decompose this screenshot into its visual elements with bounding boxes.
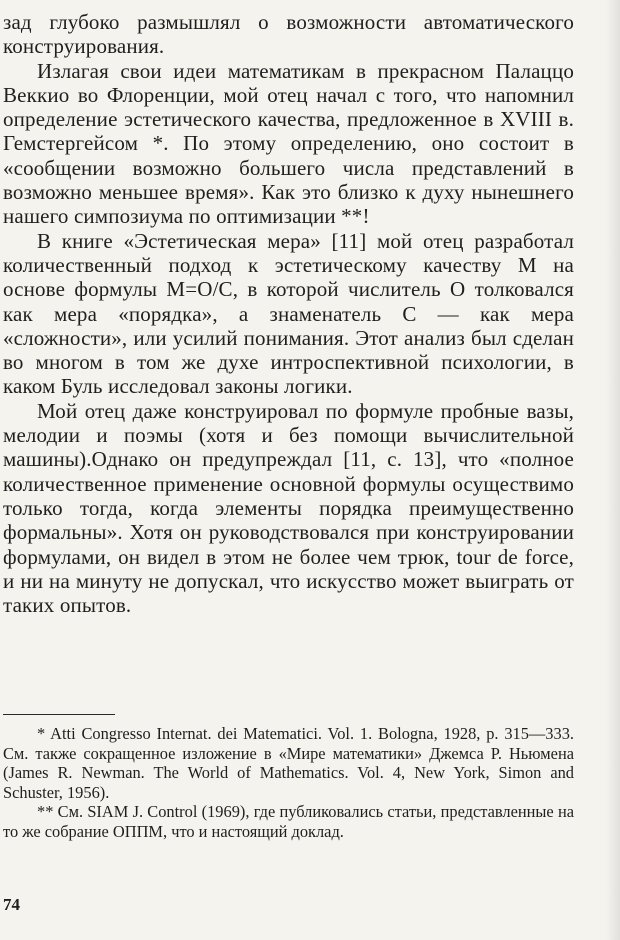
footnote-1: * Atti Congresso Internat. dei Matematici. Vol. 1. Bologna, 1928, p. 315—333. См. также сокращенное изложение в «Мире математики» Джемса Р. Ньюмена (James R. Newman. The World of Mathematics. Vol. 4, New York, Simon and Schuster, 1956).: [3, 724, 574, 802]
footnote-2: ** См. SIAM J. Control (1969), где публиковались статьи, представленные на то же собрание ОППМ, что и настоящий доклад.: [3, 802, 574, 841]
page-edge-shadow: [606, 0, 620, 940]
paragraph-aesthetic-measure: В книге «Эстетическая мера» [11] мой отец разработал количественный подход к эстетическому качеству M на основе формулы M=O/C, в которой числитель O толковался как мера «порядка», а знаменатель C — как мера «сложности», или усилий понимания. Этот анализ был сделан во многом в том же духе интроспективной психологии, в каком Буль исследовал законы логики.: [3, 228, 574, 399]
main-text: [3, 10, 574, 617]
page-number: 74: [3, 895, 20, 914]
footnotes: [3, 724, 574, 842]
footnote-divider: [3, 714, 115, 715]
paragraph-continuation: зад глубоко размышлял о возможности автоматического конструирования.: [3, 10, 574, 59]
paragraph-vases-melodies: Мой отец даже конструировал по формуле пробные вазы, мелодии и поэмы (хотя и без помощи вычислительной машины).Однако он предупреждал [11, с. 13], что «полное количественное применение основной формулы осуществимо только тогда, когда элементы порядка преимущественно формальны». Хотя он руководствовался при конструировании формулами, он видел в этом не более чем трюк, tour de force, и ни на минуту не допускал, что искусство может выиграть от таких опытов.: [3, 398, 574, 618]
paragraph-palazzo-vecchio: Излагая свои идеи математикам в прекрасном Палаццо Веккио во Флоренции, мой отец начал с того, что напомнил определение эстетического качества, предложенное в XVIII в. Гемстергейсом *. По этому определению, оно состоит в «сообщении возможно большего числа представлений в возможно меньшее время». Как это близко к духу нынешнего нашего симпозиума по оптимизации **!: [3, 58, 574, 229]
